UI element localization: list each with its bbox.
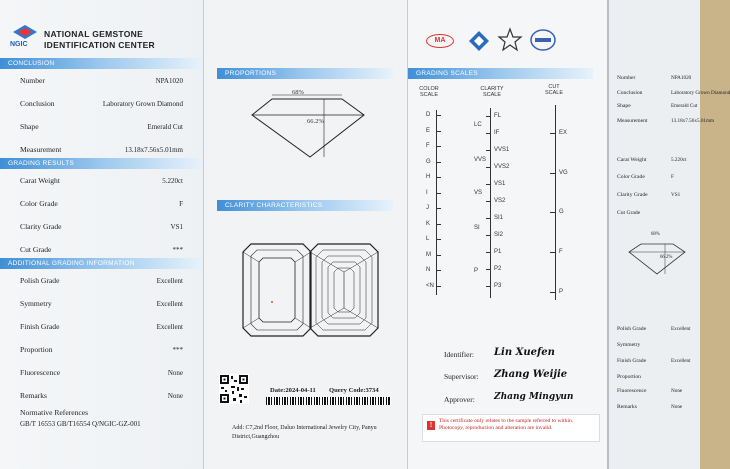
clarity-minor-label: SI1 xyxy=(494,215,504,221)
depth-percent: 66.2% xyxy=(307,118,324,125)
color-scale-label: L xyxy=(426,236,430,242)
measurement-value: 13.18x7.56x5.01mm xyxy=(124,145,183,154)
clarity-scale-tick xyxy=(486,167,491,168)
back-row-label: Finish Grade xyxy=(617,358,647,364)
back-row-label: Conclusion xyxy=(617,90,643,96)
cut-scale-title: CUT SCALE xyxy=(544,84,564,96)
clarity-label: Clarity Grade xyxy=(20,222,62,231)
color-scale-label: I xyxy=(426,189,428,196)
clarity-minor-label: VS2 xyxy=(494,198,506,204)
report-summary-panel xyxy=(0,0,203,469)
clarity-minor-label: P3 xyxy=(494,283,502,289)
color-scale-title: COLOR SCALE xyxy=(419,86,439,98)
polish-value: Excellent xyxy=(156,276,183,285)
table-percent: 68% xyxy=(292,89,304,96)
fluorescence-label: Fluorescence xyxy=(20,368,61,377)
clarity-plot-top-view xyxy=(241,242,313,338)
clarity-minor-label: VS1 xyxy=(494,181,506,187)
cut-label: Cut Grade xyxy=(20,245,52,254)
conclusion-header: CONCLUSION xyxy=(0,58,203,69)
color-scale-tick xyxy=(436,131,441,132)
warning-icon: ! xyxy=(427,421,435,430)
color-scale-tick xyxy=(436,255,441,256)
clarity-scale-tick xyxy=(486,150,491,151)
number-value: NPA1020 xyxy=(155,76,183,85)
color-scale-label: <N xyxy=(426,282,434,289)
cut-scale-tick xyxy=(550,133,556,134)
title-line1: NATIONAL GEMSTONE xyxy=(44,29,144,39)
supervisor-label: Supervisor: xyxy=(444,372,479,381)
clarity-scale-tick xyxy=(486,235,491,236)
query-code: Query Code:3734 xyxy=(329,387,379,394)
back-row-label: Fluorescence xyxy=(617,388,647,394)
lab-address: Add: C7,2nd Floor, Daluo International Jewelry City, Panyu District,Guangzhou xyxy=(232,425,377,440)
back-row-label: Cut Grade xyxy=(617,210,641,216)
color-scale-tick xyxy=(436,177,441,178)
color-scale-tick xyxy=(436,162,441,163)
cut-value: *** xyxy=(172,245,183,254)
normative-title: Normative References xyxy=(20,408,89,417)
approver-label: Approver: xyxy=(444,395,475,404)
clarity-minor-label: VVS2 xyxy=(494,164,510,170)
color-scale-tick xyxy=(436,286,441,287)
back-row-value: None xyxy=(671,388,683,394)
proportion-label: Proportion xyxy=(20,345,53,354)
color-label: Color Grade xyxy=(20,199,58,208)
brand-label: NGIC xyxy=(10,41,28,48)
additional-info-header: ADDITIONAL GRADING INFORMATION xyxy=(0,258,203,269)
barcode xyxy=(266,397,391,405)
back-row-value: Laboratory Grown Diamond xyxy=(671,90,730,96)
color-scale-tick xyxy=(436,224,441,225)
shape-label: Shape xyxy=(20,122,39,131)
color-scale-line xyxy=(436,110,437,295)
title-line2: IDENTIFICATION CENTER xyxy=(44,40,155,50)
cut-scale-tick xyxy=(550,292,556,293)
fluorescence-value: None xyxy=(167,368,183,377)
notice-box xyxy=(422,414,600,442)
report-date: Date:2024-04-11 xyxy=(270,387,316,394)
color-scale-label: D xyxy=(426,112,431,118)
back-row-label: Color Grade xyxy=(617,174,645,180)
clarity-minor-label: VVS1 xyxy=(494,147,510,153)
back-row-value: Excellent xyxy=(671,358,691,364)
clarity-scale-tick xyxy=(486,252,491,253)
back-row-value: Excellent xyxy=(671,326,691,332)
cut-scale-tick xyxy=(550,212,556,213)
color-scale-label: K xyxy=(426,220,431,227)
clarity-value: VS1 xyxy=(170,222,183,231)
back-row-value: F xyxy=(671,174,674,180)
finish-label: Finish Grade xyxy=(20,322,60,331)
color-scale-label: G xyxy=(426,158,431,165)
clarity-plot-bottom-view xyxy=(308,242,380,338)
color-scale-label: J xyxy=(426,205,429,211)
cut-scale-label: P xyxy=(559,289,564,295)
cut-scale-label: G xyxy=(559,209,564,215)
color-scale-tick xyxy=(436,208,441,209)
back-summary-panel xyxy=(607,0,730,469)
remarks-label: Remarks xyxy=(20,391,47,400)
back-row-label: Proportion xyxy=(617,374,641,380)
clarity-major-label: P xyxy=(474,268,479,274)
finish-value: Excellent xyxy=(156,322,183,331)
normative-refs: GB/T 16553 GB/T16554 Q/NGIC-GZ-001 xyxy=(20,420,141,428)
clarity-major-label: VS xyxy=(474,190,483,196)
supervisor-signature: Zhang Weijie xyxy=(494,369,568,380)
conclusion-value: Laboratory Grown Diamond xyxy=(102,99,183,108)
back-row-label: Carat Weight xyxy=(617,157,647,163)
cut-scale-tick xyxy=(550,173,556,174)
proportions-diagram xyxy=(244,85,374,165)
back-row-label: Shape xyxy=(617,103,631,109)
back-row-label: Remarks xyxy=(617,404,637,410)
color-scale-label: H xyxy=(426,174,431,180)
grading-scales-header: GRADING SCALES xyxy=(408,68,593,79)
color-scale-label: M xyxy=(426,251,431,258)
back-row-label: Clarity Grade xyxy=(617,192,648,198)
back-row-value: 13.18x7.56x5.01mm xyxy=(671,118,715,124)
approver-signature: Zhang Mingyun xyxy=(494,392,574,402)
measurement-label: Measurement xyxy=(20,145,62,154)
symmetry-label: Symmetry xyxy=(20,299,52,308)
cut-scale-label: EX xyxy=(559,130,568,136)
identifier-label: Identifier: xyxy=(444,350,474,359)
cnas-logo xyxy=(530,28,556,52)
shape-value: Emerald Cut xyxy=(147,122,183,131)
cut-scale-label: F xyxy=(559,249,563,255)
color-scale-label: E xyxy=(426,127,431,134)
clarity-minor-label: FL xyxy=(494,113,502,119)
color-scale-tick xyxy=(436,193,441,194)
back-proportions-diagram xyxy=(627,238,687,278)
proportions-header: PROPORTIONS xyxy=(217,68,393,79)
color-scale-label: N xyxy=(426,267,431,273)
clarity-scale-tick xyxy=(486,116,491,117)
back-row-value: Emerald Cut xyxy=(671,103,698,109)
back-row-value: None xyxy=(671,404,683,410)
ilac-star-logo xyxy=(498,28,522,52)
color-value: F xyxy=(179,199,183,208)
grading-scales-panel xyxy=(407,0,607,469)
identifier-signature: Lin Xuefen xyxy=(494,347,555,358)
color-scale-tick xyxy=(436,146,441,147)
clarity-major-label: VVS xyxy=(474,157,487,163)
color-scale-tick xyxy=(436,270,441,271)
proportions-panel xyxy=(203,0,407,469)
clarity-minor-label: P2 xyxy=(494,266,502,272)
clarity-scale-tick xyxy=(486,269,491,270)
polish-label: Polish Grade xyxy=(20,276,60,285)
back-row-label: Number xyxy=(617,75,636,81)
proportion-value: *** xyxy=(172,345,183,354)
ma-logo: MA xyxy=(426,34,454,48)
clarity-minor-label: SI2 xyxy=(494,232,504,238)
cut-scale-line xyxy=(555,105,556,300)
back-table-percent: 68% xyxy=(651,232,660,237)
grading-results-header: GRADING RESULTS xyxy=(0,158,203,169)
clarity-major-label: SI xyxy=(474,225,480,231)
back-row-label: Measurement xyxy=(617,118,648,124)
carat-value: 5.220ct xyxy=(162,176,183,185)
back-row-label: Symmetry xyxy=(617,342,641,348)
carat-label: Carat Weight xyxy=(20,176,60,185)
color-scale-tick xyxy=(436,115,441,116)
conclusion-label: Conclusion xyxy=(20,99,55,108)
clarity-scale-tick xyxy=(486,286,491,287)
notice-text: This certificate only relates to the sample referred to within. Photocopy, reproduction and alteration are invalid. xyxy=(439,418,574,431)
qr-code-icon[interactable] xyxy=(219,374,249,404)
back-depth-percent: 66.2% xyxy=(660,255,673,260)
number-label: Number xyxy=(20,76,45,85)
back-row-label: Polish Grade xyxy=(617,326,647,332)
clarity-scale-tick xyxy=(486,218,491,219)
back-row-value: 5.220ct xyxy=(671,157,687,163)
clarity-scale-tick xyxy=(486,201,491,202)
cut-scale-label: VG xyxy=(559,170,568,176)
symmetry-value: Excellent xyxy=(156,299,183,308)
clarity-major-label: LC xyxy=(474,122,482,128)
cut-scale-tick xyxy=(550,252,556,253)
back-row-value: NPA1020 xyxy=(671,75,692,81)
diamond-logo xyxy=(468,30,490,52)
clarity-minor-label: P1 xyxy=(494,249,502,255)
color-scale-label: F xyxy=(426,143,430,149)
back-row-value: VS1 xyxy=(671,192,681,198)
clarity-scale-tick xyxy=(486,184,491,185)
clarity-characteristics-header: CLARITY CHARACTERISTICS xyxy=(217,200,393,211)
clarity-minor-label: IF xyxy=(494,130,500,136)
clarity-scale-title: CLARITY SCALE xyxy=(480,86,504,98)
remarks-value: None xyxy=(167,391,183,400)
color-scale-tick xyxy=(436,239,441,240)
clarity-scale-tick xyxy=(486,133,491,134)
